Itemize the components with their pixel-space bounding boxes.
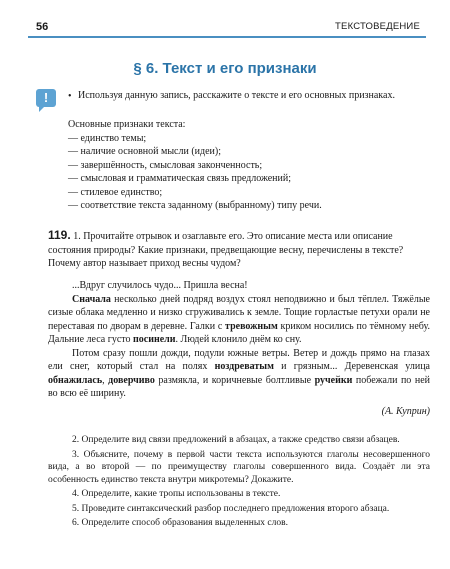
intro-text xyxy=(78,89,430,102)
text-run: , xyxy=(102,374,109,386)
exercise-task-text: 1. Прочитайте отрывок и озаглавьте его. Это описание места или описание состояния природы? Какие признаки, предвещающие весну, перечислены в тексте? Почему автор называет приход весны чудом? xyxy=(48,231,404,269)
question-item: 4. Определите, какие тропы использованы в тексте. xyxy=(72,489,281,499)
question-item: 2. Определите вид связи предложений в абзацах, а также средство связи абзацев. xyxy=(72,435,400,445)
text-run: несколько дней подряд воздух стоял неподвижно и был тёплел. Тяжёлые сизые облака медленно и низко сгруживались к земле. Тощие горластые петухи орали не переставая по дворам в деревне. Галки с xyxy=(48,293,430,332)
highlighted-word: ноздреватым xyxy=(214,361,274,372)
exclamation-icon: ! xyxy=(36,89,56,107)
highlighted-word: тревожным xyxy=(225,320,278,332)
excerpt-paragraph-2 xyxy=(48,293,430,347)
text-run: Потом сразу пошли дожди, подули южные ветры. Ветер и дождь прямо на глазах ели снег, который стал на полях xyxy=(48,347,430,372)
feature-item: — смысловая и грамматическая связь предложений; xyxy=(68,173,291,184)
question-item: 5. Проведите синтаксический разбор последнего предложения второго абзаца. xyxy=(72,503,390,514)
question-item: 3. Объясните, почему в первой части текста используются глаголы несовершенного вида, а во второй — по преимуществу глаголы совершенного вида. Создаёт ли эта особенность единство текста внутри микротемы? Докажите. xyxy=(48,449,430,485)
section-label: ТЕКСТОВЕДЕНИЕ xyxy=(335,21,420,32)
page-number: 56 xyxy=(36,21,49,33)
questions-list xyxy=(48,434,430,532)
header-rule xyxy=(28,36,426,38)
excerpt-paragraph-1: ...Вдруг случилось чудо... Пришла весна! xyxy=(72,280,248,291)
text-run: и грязным... Деревенская улица xyxy=(273,361,430,372)
feature-item: — соответствие текста заданному (выбранному) типу речи. xyxy=(68,200,322,211)
highlighted-word: доверчиво xyxy=(108,374,155,386)
question-item: 6. Определите способ образования выделенных слов. xyxy=(72,518,288,528)
text-run: криком носились по тёмному небу. Дальние леса густо xyxy=(48,320,430,345)
text-run: размякла, и коричневые болтливые xyxy=(154,374,315,386)
excerpt-paragraph-3 xyxy=(48,347,430,401)
page-header xyxy=(28,10,426,40)
features-list xyxy=(68,118,428,213)
highlighted-word: Сначала xyxy=(72,293,111,305)
bullet-marker: • xyxy=(68,91,72,102)
features-title: Основные признаки текста: xyxy=(68,119,186,130)
excerpt xyxy=(48,279,430,418)
feature-item: — стилевое единство; xyxy=(68,186,163,198)
exercise-number: 119. xyxy=(48,228,71,242)
text-run: . Людей клонило днём ко сну. xyxy=(175,334,302,345)
excerpt-author: (А. Куприн) xyxy=(381,405,430,417)
intro-paragraph: Используя данную запись, расскажите о тексте и его основных признаках. xyxy=(78,90,395,101)
exercise-task xyxy=(48,229,428,271)
highlighted-word: посинели xyxy=(133,334,176,345)
chapter-title: § 6. Текст и его признаки xyxy=(133,60,317,77)
feature-item: — завершённость, смысловая законченность; xyxy=(68,159,263,171)
highlighted-word: ручейки xyxy=(314,374,353,386)
feature-item: — единство темы; xyxy=(68,132,147,144)
text-run: побежали по ней во всю её ширину. xyxy=(48,374,430,399)
highlighted-word: обнажилась xyxy=(48,374,103,386)
feature-item: — наличие основной мысли (идеи); xyxy=(68,146,221,157)
